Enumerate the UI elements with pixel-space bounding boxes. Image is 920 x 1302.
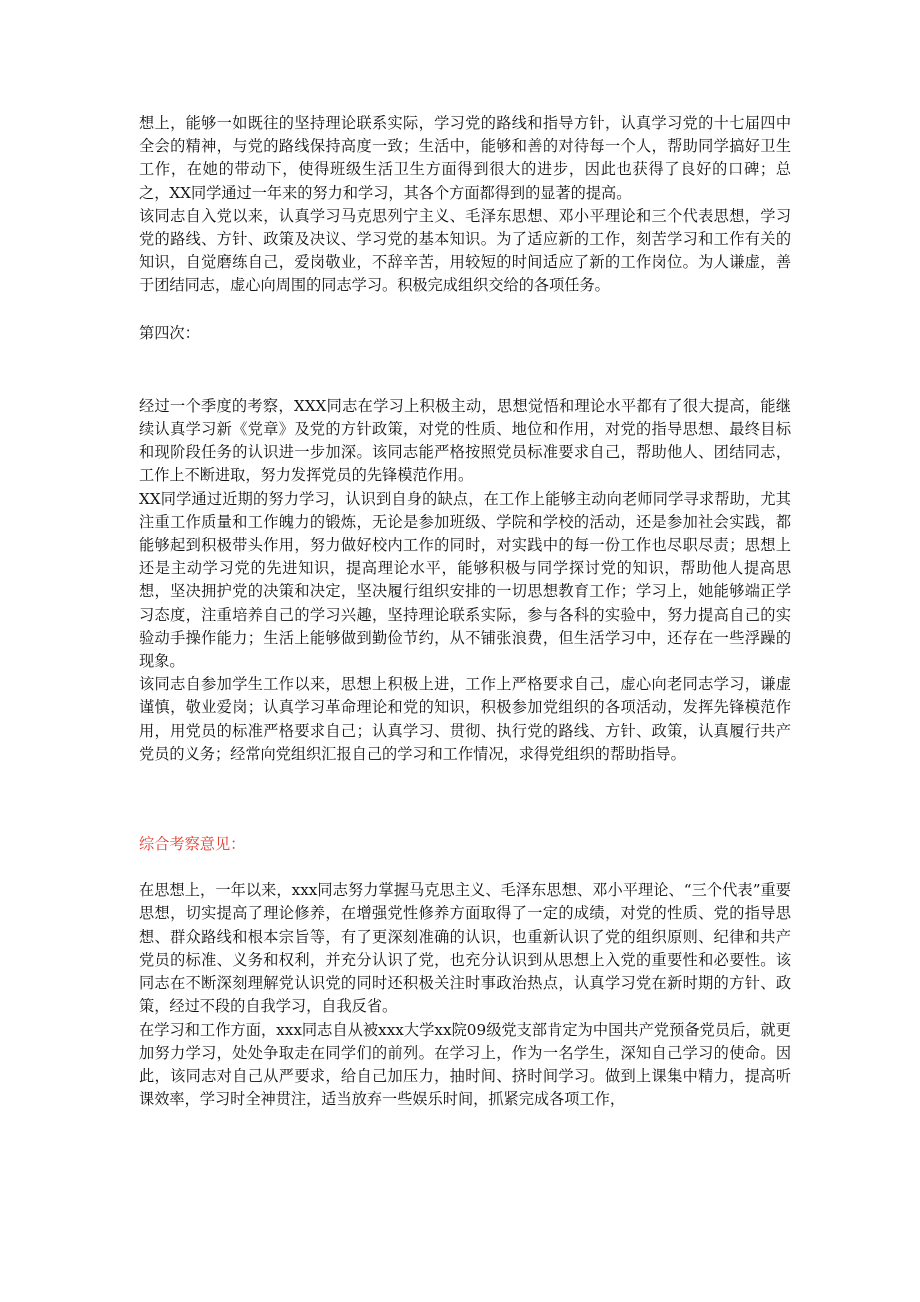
paragraph-quarter-review: 经过一个季度的考察，XXX同志在学习上积极主动，思想觉悟和理论水平都有了很大提高，能继续认真学习新《党章》及党的方针政策，对党的性质、地位和作用，对党的指导思想、最终目标和现阶段任务的认识进一步加深。该同志能严格按照党员标准要求自己，帮助他人、团结同志，工作上不断进取，努力发挥党员的先锋模范作用。 [139, 396, 791, 485]
section-heading-overall-opinion: 综合考察意见： [139, 835, 246, 854]
paragraph-recent-study: XX同学通过近期的努力学习，认识到自身的缺点，在工作上能够主动向老师同学寻求帮助，尤其注重工作质量和工作魄力的锻炼，无论是参加班级、学院和学校的活动，还是参加社会实践，都能够起到积极带头作用，努力做好校内工作的同时，对实践中的每一份工作也尽职尽责；思想上还是主动学习党的先进知识，提高理论水平，能够积极与同学探讨党的知识，帮助他人提高思想，坚决拥护党的决策和决定，坚决履行组织安排的一切思想教育工作；学习上，她能够端正学习态度，注重培养自己的学习兴趣，坚持理论联系实际，参与各科的实验中，努力提高自己的实验动手操作能力；生活上能够做到勤俭节约，从不铺张浪费，但生活学习中，还存在一些浮躁的现象。 [139, 489, 791, 671]
paragraph-party-study: 该同志自入党以来，认真学习马克思列宁主义、毛泽东思想、邓小平理论和三个代表思想，学习党的路线、方针、政策及决议、学习党的基本知识。为了适应新的工作，刻苦学习和工作有关的知识，自觉磨练自己，爱岗敬业，不辞辛苦，用较短的时间适应了新的工作岗位。为人谦虚，善于团结同志，虚心向周围的同志学习。积极完成组织交给的各项任务。 [139, 206, 791, 295]
document-page [139, 112, 791, 1111]
paragraph-student-work: 该同志自参加学生工作以来，思想上积极上进，工作上严格要求自己，虚心向老同志学习，谦虚谨慎，敬业爱岗；认真学习革命理论和党的知识，积极参加党组织的各项活动，发挥先锋模范作用，用党员的标准严格要求自己；认真学习、贯彻、执行党的路线、方针、政策，认真履行共产党员的义务；经常向党组织汇报自己的学习和工作情况，求得党组织的帮助指导。 [139, 675, 791, 763]
paragraph-thought-summary: 想上，能够一如既往的坚持理论联系实际，学习党的路线和指导方针，认真学习党的十七届四中全会的精神，与党的路线保持高度一致；生活中，能够和善的对待每一个人，帮助同学搞好卫生工作，在她的带动下，使得班级生活卫生方面得到很大的进步，因此也获得了良好的口碑；总之，XX同学通过一年来的努力和学习，其各个方面都得到的显著的提高。 [139, 114, 791, 202]
paragraph-ideology: 在思想上，一年以来，xxx同志努力掌握马克思主义、毛泽东思想、邓小平理论、“三个代表”重要思想，切实提高了理论修养，在增强党性修养方面取得了一定的成绩，对党的性质、党的指导思想、群众路线和根本宗旨等，有了更深刻准确的认识，也重新认识了党的组织原则、纪律和共产党员的标准、义务和权利，并充分认识了党，也充分认识到从思想上入党的重要性和必要性。该同志在不断深刻理解党认识党的同时还积极关注时事政治热点，认真学习党在新时期的方针、政策，经过不段的自我学习，自我反省。 [139, 881, 791, 1016]
section-heading-fourth: 第四次： [139, 323, 200, 342]
paragraph-study-and-work: 在学习和工作方面，xxx同志自从被xxx大学xx院09级党支部肯定为中国共产党预备党员后，就更加努力学习，处处争取走在同学们的前列。在学习上，作为一名学生，深知自己学习的使命。因此，该同志对自己从严要求，给自己加压力，抽时间、挤时间学习。做到上课集中精力，提高听课效率，学习时全神贯注，适当放弃一些娱乐时间，抓紧完成各项工作， [139, 1020, 791, 1109]
